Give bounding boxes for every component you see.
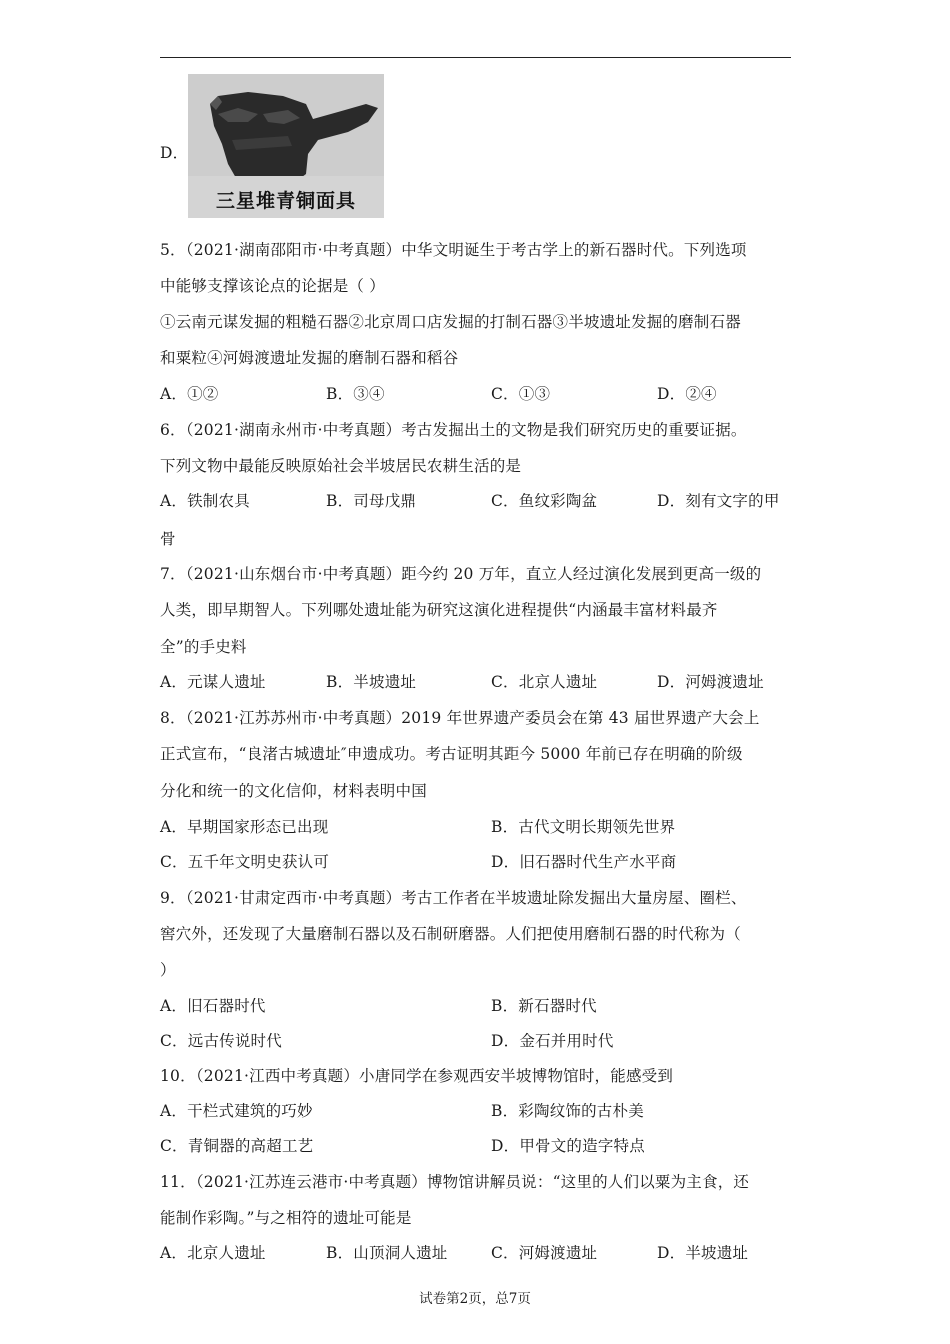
- q6-option-b: B．司母戊鼎: [326, 492, 417, 510]
- q7-line-2: 人类，即早期智人。下列哪处遗址能为研究这演化进程提供“内涵最丰富材料最齐: [160, 601, 718, 619]
- q8-option-b: B．古代文明长期领先世界: [491, 818, 676, 836]
- header-rule: [160, 57, 791, 58]
- q9-option-c: C．远古传说时代: [160, 1032, 282, 1050]
- q8-option-a: A．早期国家形态已出现: [160, 818, 329, 836]
- q6-line-1: 6．（2021·湖南永州市·中考真题）考古发掘出土的文物是我们研究历史的重要证据。: [160, 421, 747, 439]
- q11-option-b: B．山顶洞人遗址: [326, 1244, 448, 1262]
- q8-option-d: D．旧石器时代生产水平商: [491, 853, 677, 871]
- q10-option-d: D．甲骨文的造字特点: [491, 1137, 645, 1155]
- q10-option-b: B．彩陶纹饰的古朴美: [491, 1102, 644, 1120]
- q9-line-1: 9．（2021·甘肃定西市·中考真题）考古工作者在半坡遗址除发掘出大量房屋、圈栏、: [160, 889, 747, 907]
- q5-line-3: ①云南元谋发掘的粗糙石器②北京周口店发掘的打制石器③半坡遗址发掘的磨制石器: [160, 313, 741, 331]
- q10-option-c: C．青铜器的高超工艺: [160, 1137, 314, 1155]
- q5-option-b: B．③④: [326, 385, 385, 403]
- q4-option-d-label: D．: [160, 144, 189, 162]
- q9-option-d: D．金石并用时代: [491, 1032, 614, 1050]
- q11-option-d: D．半坡遗址: [657, 1244, 749, 1262]
- q11-line-2: 能制作彩陶。”与之相符的遗址可能是: [160, 1209, 412, 1227]
- q9-option-a: A．旧石器时代: [160, 997, 266, 1015]
- q5-line-4: 和粟粒④河姆渡遗址发掘的磨制石器和稻谷: [160, 349, 459, 367]
- photo-caption: 三星堆青铜面具: [215, 190, 356, 212]
- q5-option-d: D．②④: [657, 385, 717, 403]
- q5-option-c: C．①③: [491, 385, 551, 403]
- q6-option-c: C．鱼纹彩陶盆: [491, 492, 598, 510]
- q7-line-1: 7．（2021·山东烟台市·中考真题）距今约 20 万年，直立人经过演化发展到更高一级的: [160, 565, 762, 583]
- q9-line-3: ）: [160, 961, 176, 979]
- q9-option-b: B．新石器时代: [491, 997, 597, 1015]
- q8-line-1: 8．（2021·江苏苏州市·中考真题）2019 年世界遗产委员会在第 43 届世界遗产大会上: [160, 709, 760, 727]
- q8-line-3: 分化和统一的文化信仰，材料表明中国: [160, 782, 427, 800]
- q7-option-c: C．北京人遗址: [491, 673, 598, 691]
- q11-line-1: 11．（2021·江苏连云港市·中考真题）博物馆讲解员说：“这里的人们以粟为主食，还: [160, 1173, 750, 1191]
- q8-option-c: C．五千年文明史获认可: [160, 853, 330, 871]
- q7-option-d: D．河姆渡遗址: [657, 673, 764, 691]
- sanxingdui-mask-photo: [188, 74, 384, 218]
- q11-option-c: C．河姆渡遗址: [491, 1244, 598, 1262]
- q6-option-d-wrap: 骨: [160, 530, 176, 548]
- q5-line-2: 中能够支撑该论点的论据是（ ）: [160, 277, 385, 295]
- q6-line-2: 下列文物中最能反映原始社会半坡居民农耕生活的是: [160, 457, 522, 475]
- page-footer: 试卷第2页，总7页: [419, 1291, 531, 1307]
- q6-option-a: A．铁制农具: [160, 492, 250, 510]
- q7-option-b: B．半坡遗址: [326, 673, 417, 691]
- q10-line-1: 10．（2021·江西中考真题）小唐同学在参观西安半坡博物馆时，能感受到: [160, 1067, 674, 1085]
- q7-option-a: A．元谋人遗址: [160, 673, 266, 691]
- q5-line-1: 5．（2021·湖南邵阳市·中考真题）中华文明诞生于考古学上的新石器时代。下列选项: [160, 241, 747, 259]
- q9-line-2: 窖穴外，还发现了大量磨制石器以及石制研磨器。人们把使用磨制石器的时代称为（: [160, 925, 741, 943]
- q8-line-2: 正式宣布，“良渚古城遗址″申遗成功。考古证明其距今 5000 年前已存在明确的阶级: [160, 745, 743, 763]
- q5-option-a: A．①②: [160, 385, 219, 403]
- q10-option-a: A．干栏式建筑的巧妙: [160, 1102, 313, 1120]
- q6-option-d: D．刻有文字的甲: [657, 492, 780, 510]
- q7-line-3: 全”的手史料: [160, 638, 247, 656]
- q11-option-a: A．北京人遗址: [160, 1244, 266, 1262]
